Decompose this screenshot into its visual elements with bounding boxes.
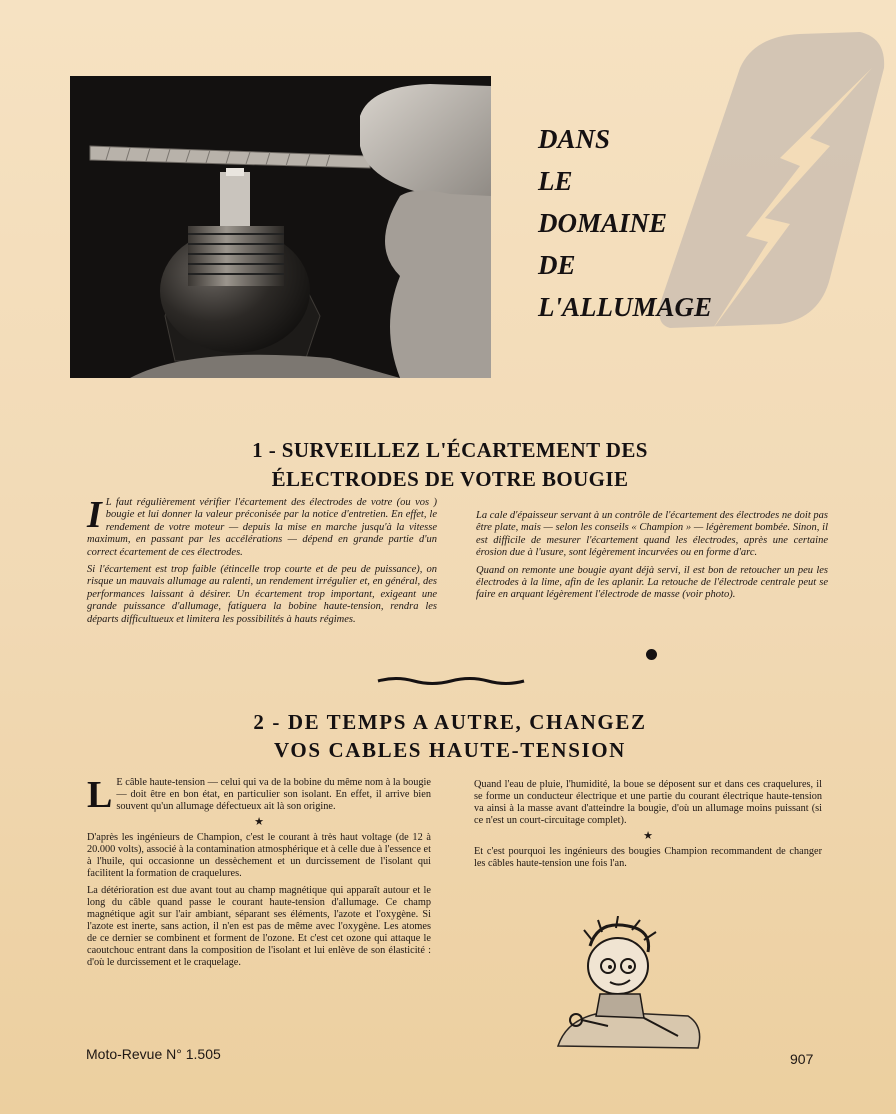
title-line: DOMAINE xyxy=(538,208,668,238)
section2-heading xyxy=(160,708,740,764)
dropcap: L xyxy=(87,774,113,816)
star-separator: ★ xyxy=(643,830,653,842)
paragraph: D'après les ingénieurs de Champion, c'est le courant à très haut voltage (de 12 à 20.000 volts), associé à la contamination atmosphérique et à celle due à l'essence et à l'huile, qui occasionne un dessèchement et un durcissement de l'isolant qui facilitent la formation de craquelures. xyxy=(87,832,431,879)
page-number: 907 xyxy=(790,1051,814,1067)
paragraph: L faut régulièrement vérifier l'écartement des électrodes de votre (ou vos ) bougie et lui donner la valeur préconisée par la notice d'entretien. En effet, le rendement de votre moteur — depuis la mise en marche jusqu'à la vitesse maximum, en passant par les accélérations — dépend en grande partie d'un correct écartement de ces électrodes. xyxy=(87,497,437,558)
section1-right-column xyxy=(476,510,828,602)
spark-plug-photo xyxy=(70,76,491,378)
wave-separator xyxy=(376,674,526,688)
title-line: DANS xyxy=(538,124,611,154)
section1-heading xyxy=(160,436,740,494)
section1-heading-line: ÉLECTRODES DE VOTRE BOUGIE xyxy=(271,467,629,491)
paragraph: Si l'écartement est trop faible (étincelle trop courte et de peu de puissance), on risque un mauvais allumage au ralenti, un rendement irrégulier et, en général, des performances laissant à désirer. Un écartement trop important, exigeant une grande puissance d'allumage, fatiguera la bobine haute-tension, rendra les départs difficultueux et limitera les possibilités à hauts régimes. xyxy=(87,564,437,625)
paragraph: La détérioration est due avant tout au champ magnétique qui apparaît autour et le long du câble quand passe le courant haute-tension d'allumage. Ce champ magnétique agit sur l'air ambiant, séparant ses éléments, l'azote et l'oxygène. Si l'azote est inerte, sans action, il n'en est pas de même avec l'oxygène. Les atomes de ce dernier se combinent et forment de l'ozone. Et c'est cet ozone qui attaque le caoutchouc entrant dans la composition de l'isolant et lui enlève de son élasticité : d'où le durcissement et le craquelage. xyxy=(87,885,431,968)
section2-right-column xyxy=(474,779,822,870)
title-line: DE xyxy=(538,250,576,280)
section2-heading-line: VOS CABLES HAUTE-TENSION xyxy=(274,738,626,762)
paragraph: Quand l'eau de pluie, l'humidité, la boue se déposent sur et dans ces craquelures, il se forme un conducteur électrique et une partie du courant électrique haute-tension va ainsi à la masse avant d'atteindre la bougie, d'où un allumage moins puissant (si ce n'est un court-circuitage complet). xyxy=(474,779,822,826)
star-separator: ★ xyxy=(254,816,264,828)
section2-left-column xyxy=(87,774,431,969)
page-title xyxy=(538,118,778,328)
dropcap: I xyxy=(87,494,102,536)
section2-heading-line: 2 - DE TEMPS A AUTRE, CHANGEZ xyxy=(253,710,647,734)
paragraph: E câble haute-tension — celui qui va de la bobine du même nom à la bougie — doit être en bon état, en particulier son isolant. En effet, il arrive bien souvent qu'un allumage défectueux ait là son origine. xyxy=(116,777,431,812)
paragraph: La cale d'épaisseur servant à un contrôle de l'écartement des électrodes ne doit pas être plate, mais — selon les conseils « Champion » — légèrement bombée. Sinon, il est difficile de mesurer l'écartement quand les électrodes, après une certaine érosion due à l'usure, sont légèrement incurvées ou en forme d'arc. xyxy=(476,510,828,559)
end-bullet xyxy=(646,649,657,660)
title-line: LE xyxy=(538,166,573,196)
magazine-issue: Moto-Revue N° 1.505 xyxy=(86,1046,221,1062)
mechanic-cartoon xyxy=(548,916,706,1050)
paragraph: Et c'est pourquoi les ingénieurs des bougies Champion recommandent de changer les câbles haute-tension une fois l'an. xyxy=(474,846,822,869)
paragraph: Quand on remonte une bougie ayant déjà servi, il est bon de retoucher un peu les électrodes à la lime, afin de les aplanir. La retouche de l'électrode centrale peut se faire en arquant légèrement l'électrode de masse (voir photo). xyxy=(476,564,828,601)
title-line: L'ALLUMAGE xyxy=(538,292,713,322)
section1-heading-line: 1 - SURVEILLEZ L'ÉCARTEMENT DES xyxy=(252,438,648,462)
section1-left-column xyxy=(87,494,437,626)
